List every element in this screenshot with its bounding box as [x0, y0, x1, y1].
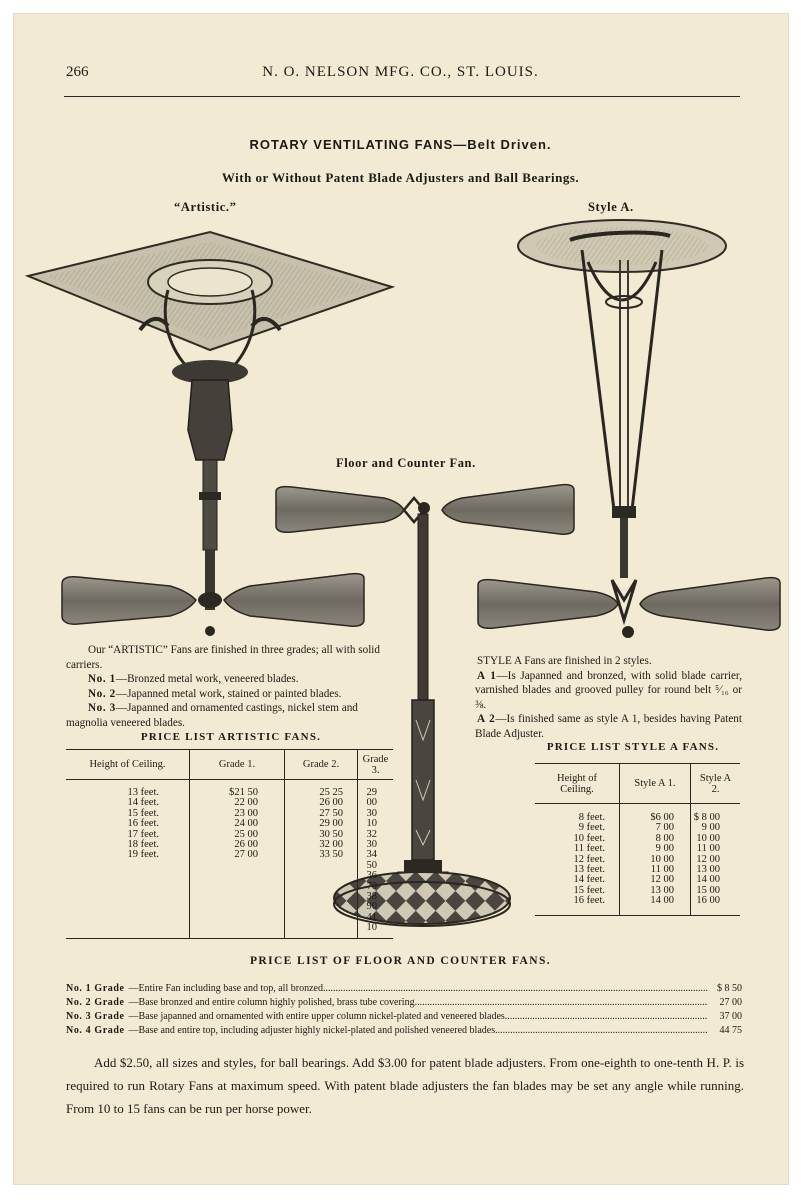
table-header: Grade 1.	[190, 750, 285, 780]
style-a-fan-illustration	[478, 220, 780, 638]
table-cell: 19 feet.	[127, 849, 159, 861]
page-subtitle: With or Without Patent Blade Adjusters and Ball Bearings.	[221, 170, 580, 185]
grade-label: No. 1	[88, 673, 116, 686]
table-cell: 11 00	[650, 864, 674, 876]
table-cell: 23 00	[234, 807, 258, 819]
table-cell: 11 feet.	[573, 843, 605, 855]
grade-text: —Bronzed metal work, veneered blades.	[115, 673, 299, 686]
a2-column	[691, 804, 741, 916]
grade-label: No. 2 Grade	[66, 997, 125, 1008]
table-cell: 30 10	[366, 807, 377, 830]
table-cell: 15 00	[696, 884, 720, 896]
style-a-1	[475, 669, 742, 713]
table-cell: 24 00	[234, 818, 258, 830]
artistic-fan-illustration	[28, 232, 392, 636]
artistic-price-table	[66, 749, 393, 939]
table-cell: 32 30	[366, 828, 377, 851]
table-cell: 15 feet.	[573, 884, 605, 896]
style-text: —Is Japanned and bronzed, with solid blade carrier, varnished blades and grooved pulley for round belt ⁵⁄₁₆ or ⅜.	[475, 669, 742, 711]
table-header: Style A 2.	[699, 772, 732, 795]
table-header: Style A 1.	[620, 764, 691, 804]
grade-text: —Entire Fan including base and top, all bronzed	[128, 983, 323, 994]
floor-price-title: PRICE LIST OF FLOOR AND COUNTER FANS.	[249, 955, 552, 967]
grade-label: No. 2	[88, 687, 116, 700]
grade-text: —Base bronzed and entire column highly polished, brass tube covering	[128, 997, 415, 1008]
table-cell: 9 00	[655, 843, 674, 855]
style-a-figure-label: Style A.	[588, 200, 634, 214]
floor-price-row	[66, 982, 742, 996]
artistic-description	[66, 643, 396, 731]
table-cell: 30 50	[319, 828, 343, 840]
table-cell: 7 00	[655, 822, 674, 834]
grade-text: —Base japanned and ornamented with entire upper column nickel-plated and veneered blades	[128, 1011, 505, 1022]
table-cell: 17 feet.	[127, 828, 159, 840]
table-cell: 14 feet.	[573, 874, 605, 886]
style-a-intro: STYLE A Fans are finished in 2 styles.	[477, 655, 652, 667]
floor-price-list	[66, 982, 742, 1038]
table-cell: 12 00	[696, 853, 720, 865]
grade3-column	[358, 780, 394, 939]
artistic-grade-3	[66, 701, 396, 730]
grade-price: 37 00	[719, 1011, 742, 1022]
table-cell: 25 00	[234, 828, 258, 840]
table-cell: 32 00	[319, 839, 343, 851]
table-cell: 25 25	[319, 787, 343, 798]
style-a-2	[475, 712, 742, 741]
grade-price: 27 00	[719, 997, 742, 1008]
table-cell: $6 00	[650, 812, 674, 823]
table-cell: 22 00	[234, 797, 258, 809]
table-cell: 26 00	[234, 839, 258, 851]
style-text: —Is finished same as style A 1, besides having Patent Blade Adjuster.	[475, 713, 743, 740]
table-header: Grade 3.	[362, 753, 389, 776]
table-cell: $21 50	[229, 787, 258, 798]
table-cell: 11 00	[696, 843, 720, 855]
table-cell: 8 feet.	[578, 812, 605, 823]
grade-label: No. 4 Grade	[66, 1025, 125, 1036]
table-cell: 33 50	[319, 849, 343, 861]
table-cell: 15 feet.	[127, 807, 159, 819]
table-cell: 34 50	[366, 849, 377, 871]
table-header: Height of Ceiling.	[535, 764, 620, 804]
floor-price-row	[66, 1010, 742, 1024]
footer-note: Add $2.50, all sizes and styles, for ball bearings. Add $3.00 for patent blade adjusters. From one-eighth to one-tenth H. P. is required to run Rotary Fans at maximum speed. With patent blade adjusters the fan blades may be set any angle while running. From 10 to 15 fans can be run per horse power.	[66, 1055, 744, 1116]
style-label: A 1	[477, 669, 497, 682]
table-cell: 27 00	[234, 849, 258, 861]
page-number: 266	[66, 64, 89, 80]
artistic-price-title: PRICE LIST ARTISTIC FANS.	[140, 731, 322, 743]
style-a-description	[475, 654, 742, 742]
table-cell: 41 10	[366, 911, 377, 934]
table-header: Height of Ceiling.	[66, 750, 190, 780]
style-a-price-title: PRICE LIST STYLE A FANS.	[546, 741, 720, 753]
floor-price-row	[66, 996, 742, 1010]
style-a-price-table	[535, 763, 740, 916]
grade-text: —Japanned metal work, stained or painted blades.	[115, 687, 342, 700]
table-cell: 8 00	[655, 832, 674, 844]
artistic-intro: Our “ARTISTIC” Fans are finished in three grades; all with solid carriers.	[66, 644, 380, 671]
table-cell: 14 00	[650, 895, 674, 907]
table-cell: 29 00	[366, 787, 377, 809]
grade1-column	[190, 780, 285, 939]
table-cell: 36 70	[366, 870, 377, 892]
table-cell: 10 00	[696, 832, 720, 844]
table-cell: 9 00	[701, 822, 720, 834]
grade2-column	[285, 780, 358, 939]
table-cell: 38 90	[366, 891, 377, 913]
table-cell: 16 feet.	[573, 895, 605, 907]
floor-price-row	[66, 1024, 742, 1038]
grade-text: —Japanned and ornamented castings, nickel stem and magnolia veneered blades.	[66, 702, 358, 729]
grade-text: —Base and entire top, including adjuster highly nickel-plated and polished veneered blades	[128, 1025, 496, 1036]
table-cell: 18 feet.	[127, 839, 159, 851]
table-cell: 13 00	[696, 864, 720, 876]
grade-label: No. 1 Grade	[66, 983, 125, 994]
table-cell: 12 feet.	[573, 853, 605, 865]
table-cell: 13 00	[650, 884, 674, 896]
grade-price: $ 8 50	[717, 983, 742, 994]
table-cell: 13 feet.	[127, 787, 159, 798]
artistic-figure-label: “Artistic.”	[174, 200, 237, 214]
table-cell: 16 00	[696, 895, 720, 907]
height-column	[66, 780, 190, 939]
artistic-grade-1	[66, 672, 396, 687]
table-cell: 16 feet.	[127, 818, 159, 830]
table-header: Grade 2.	[285, 750, 358, 780]
running-head: N. O. NELSON MFG. CO., ST. LOUIS.	[262, 64, 539, 80]
dot-leader	[505, 1010, 708, 1024]
grade-label: No. 3 Grade	[66, 1011, 125, 1022]
grade-price: 44 75	[719, 1025, 742, 1036]
artistic-grade-2	[66, 687, 396, 702]
table-cell: $ 8 00	[693, 812, 720, 823]
table-cell: 27 50	[319, 807, 343, 819]
table-cell: 14 00	[696, 874, 720, 886]
height-column	[535, 804, 620, 916]
table-cell: 9 feet.	[578, 822, 605, 834]
dot-leader	[323, 982, 708, 996]
dot-leader	[415, 996, 708, 1010]
dot-leader	[495, 1024, 708, 1038]
grade-label: No. 3	[88, 702, 116, 715]
table-cell: 10 00	[650, 853, 674, 865]
table-cell: 13 feet.	[573, 864, 605, 876]
table-cell: 26 00	[319, 797, 343, 809]
style-label: A 2	[477, 713, 496, 726]
table-cell: 12 00	[650, 874, 674, 886]
table-cell: 14 feet.	[127, 797, 159, 809]
table-cell: 29 00	[319, 818, 343, 830]
a1-column	[620, 804, 691, 916]
table-cell: 10 feet.	[573, 832, 605, 844]
floor-fan-figure-label: Floor and Counter Fan.	[336, 456, 476, 470]
page-title: ROTARY VENTILATING FANS—Belt Driven.	[249, 137, 552, 152]
